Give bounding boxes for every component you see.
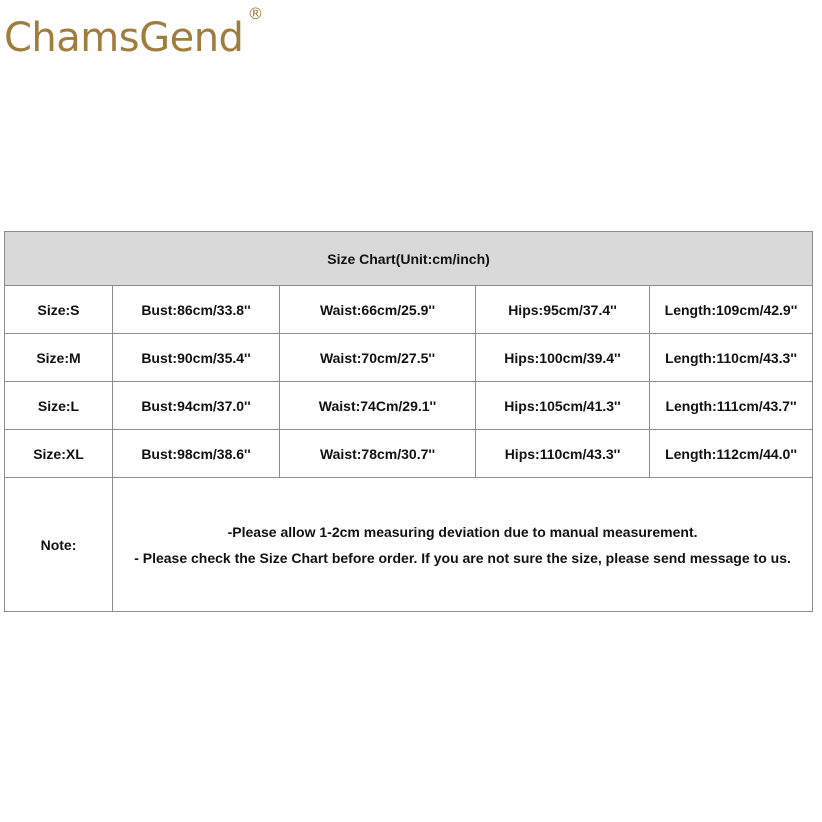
- note-label: Note:: [5, 478, 113, 612]
- bust-cell: Bust:94cm/37.0'': [113, 382, 280, 430]
- brand-logo: [4, 6, 263, 66]
- length-cell: Length:109cm/42.9'': [650, 286, 813, 334]
- bust-cell: Bust:86cm/33.8'': [113, 286, 280, 334]
- hips-cell: Hips:110cm/43.3'': [476, 430, 650, 478]
- table-row: [5, 286, 813, 334]
- length-cell: Length:112cm/44.0'': [650, 430, 813, 478]
- length-cell: Length:111cm/43.7'': [650, 382, 813, 430]
- waist-cell: Waist:70cm/27.5'': [280, 334, 476, 382]
- length-cell: Length:110cm/43.3'': [650, 334, 813, 382]
- size-cell: Size:S: [5, 286, 113, 334]
- bust-cell: Bust:98cm/38.6'': [113, 430, 280, 478]
- hips-cell: Hips:105cm/41.3'': [476, 382, 650, 430]
- hips-cell: Hips:100cm/39.4'': [476, 334, 650, 382]
- waist-cell: Waist:78cm/30.7'': [280, 430, 476, 478]
- waist-cell: Waist:66cm/25.9'': [280, 286, 476, 334]
- table-row: [5, 430, 813, 478]
- bust-cell: Bust:90cm/35.4'': [113, 334, 280, 382]
- table-row: [5, 382, 813, 430]
- hips-cell: Hips:95cm/37.4'': [476, 286, 650, 334]
- size-cell: Size:XL: [5, 430, 113, 478]
- waist-cell: Waist:74Cm/29.1'': [280, 382, 476, 430]
- size-cell: Size:M: [5, 334, 113, 382]
- brand-name: ChamsGend: [4, 15, 244, 61]
- registered-mark: ®: [247, 4, 264, 23]
- size-chart-title-row: [5, 232, 813, 286]
- table-row: [5, 334, 813, 382]
- size-chart-title: Size Chart(Unit:cm/inch): [5, 232, 813, 286]
- note-content: [113, 478, 813, 612]
- note-row: [5, 478, 813, 612]
- size-cell: Size:L: [5, 382, 113, 430]
- note-line-check-chart: - Please check the Size Chart before order. If you are not sure the size, please send message to us.: [134, 549, 791, 566]
- note-line-deviation: -Please allow 1-2cm measuring deviation due to manual measurement.: [227, 523, 698, 540]
- size-chart-table: [4, 231, 813, 612]
